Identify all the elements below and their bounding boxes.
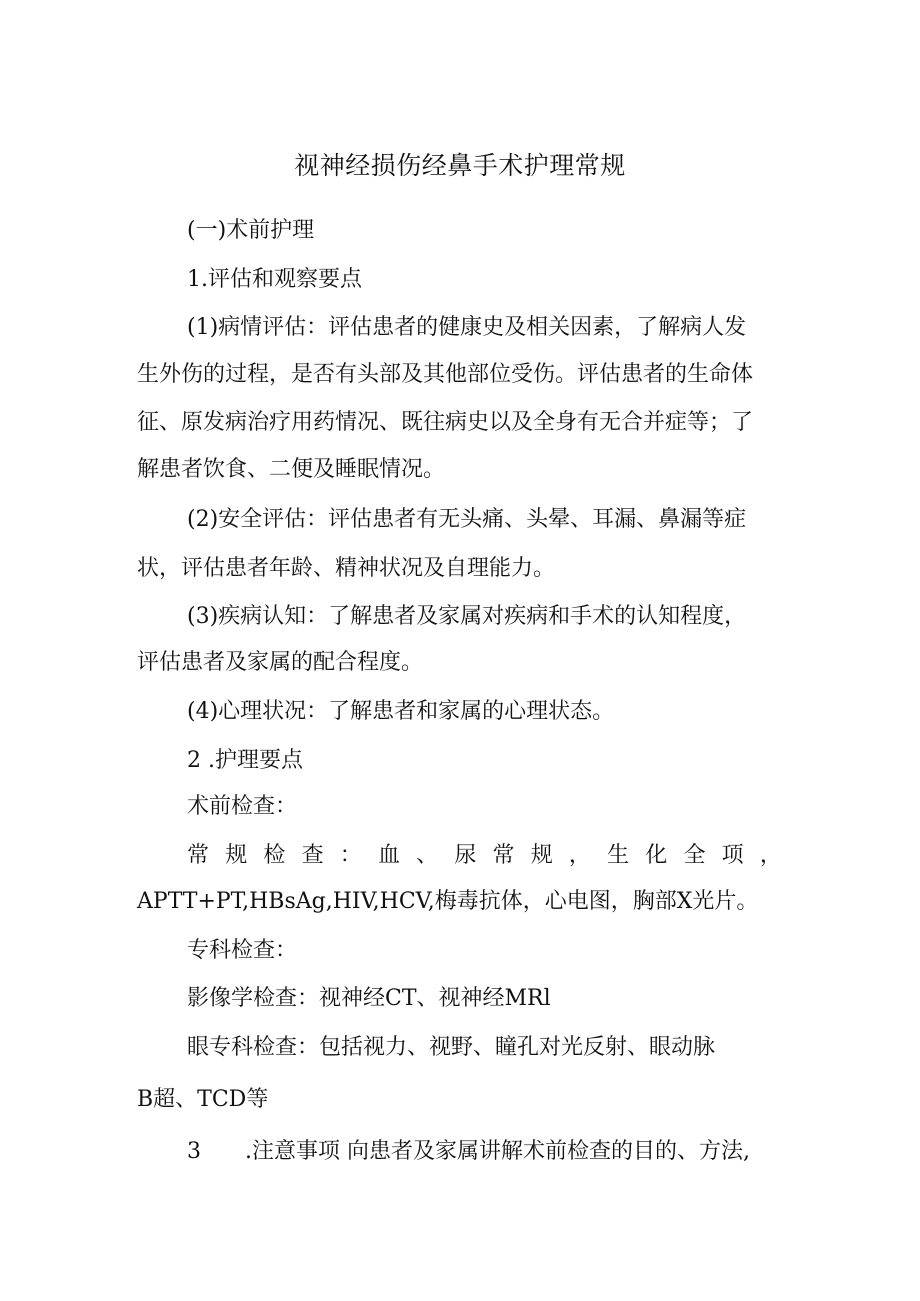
section-heading-preop: (一)术前护理 bbox=[187, 218, 315, 243]
routine-char: 血 bbox=[377, 843, 400, 868]
paragraph-cognition-line-2: 评估患者及家属的配合程度。 bbox=[137, 650, 424, 675]
routine-char: ： bbox=[339, 843, 362, 868]
eye-check-line-2: B超、TCD等 bbox=[137, 1087, 269, 1112]
paragraph-condition-line-1: (1)病情评估：评估患者的健康史及相关因素，了解病人发 bbox=[187, 315, 747, 340]
paragraph-condition-line-3: 征、原发病治疗用药情况、既往病史以及全身有无合并症等；了 bbox=[137, 410, 754, 435]
routine-char: 检 bbox=[263, 843, 286, 868]
routine-check-line-2: APTT+PT,HBsAg,HIV,HCV,梅毒抗体，心电图，胸部X光片。 bbox=[137, 889, 759, 914]
paragraph-condition-line-2: 生外伤的过程，是否有头部及其他部位受伤。评估患者的生命体 bbox=[137, 362, 754, 387]
routine-char: ， bbox=[568, 843, 591, 868]
routine-char: 尿 bbox=[454, 843, 477, 868]
routine-char: 、 bbox=[416, 843, 439, 868]
paragraph-condition-line-4: 解患者饮食、二便及睡眠情况。 bbox=[137, 457, 446, 482]
routine-char: 规 bbox=[530, 843, 553, 868]
paragraph-cognition-line-1: (3)疾病认知：了解患者及家属对疾病和手术的认知程度， bbox=[187, 604, 747, 629]
routine-char: 生 bbox=[607, 843, 630, 868]
routine-char: 常 bbox=[492, 843, 515, 868]
paragraph-psychology-line-1: (4)心理状况：了解患者和家属的心理状态。 bbox=[187, 699, 615, 724]
routine-char: 全 bbox=[683, 843, 706, 868]
routine-check-line-1 bbox=[187, 836, 782, 876]
routine-char: 项 bbox=[721, 843, 744, 868]
routine-char: 化 bbox=[645, 843, 668, 868]
item-heading-assessment: 1.评估和观察要点 bbox=[187, 267, 362, 292]
imaging-check-line: 影像学检查：视神经CT、视神经MRl bbox=[187, 986, 551, 1011]
item-heading-nursing-points: 2 .护理要点 bbox=[187, 748, 303, 773]
routine-char: 常 bbox=[187, 843, 210, 868]
subheading-preop-check: 术前检查： bbox=[187, 794, 298, 819]
subheading-special-check: 专科检查： bbox=[187, 938, 298, 963]
routine-char: 规 bbox=[225, 843, 248, 868]
paragraph-safety-line-1: (2)安全评估：评估患者有无头痛、头晕、耳漏、鼻漏等症 bbox=[187, 507, 747, 532]
item-heading-precautions bbox=[187, 1132, 787, 1172]
routine-char: ， bbox=[759, 843, 782, 868]
paragraph-safety-line-2: 状，评估患者年龄、精神状况及自理能力。 bbox=[137, 556, 556, 581]
routine-char: 查 bbox=[301, 843, 324, 868]
eye-check-line-1: 眼专科检查：包括视力、视野、瞳孔对光反射、眼动脉 bbox=[187, 1035, 716, 1060]
precautions-text: .注意事项 向患者及家属讲解术前检查的目的、方法, bbox=[245, 1139, 750, 1164]
item-number: 3 bbox=[187, 1139, 201, 1164]
document-title: 视神经损伤经鼻手术护理常规 bbox=[294, 151, 626, 180]
